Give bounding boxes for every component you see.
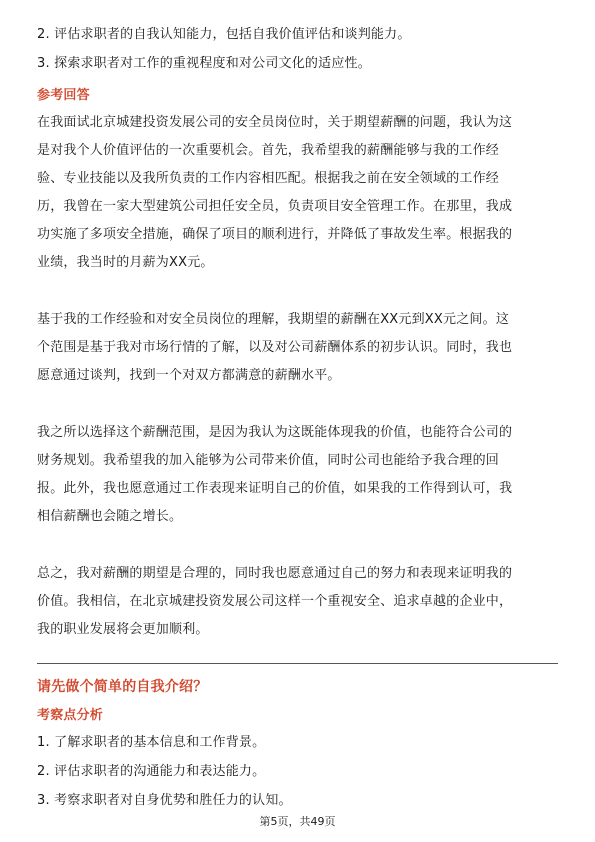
answer-paragraph-line: 报。此外，我也愿意通过工作表现来证明自己的价值，如果我的工作得到认可，我 bbox=[37, 481, 513, 496]
analysis-list-item: 3. 考察求职者对自身优势和胜任力的认知。 bbox=[37, 793, 292, 808]
analysis-heading: 考察点分析 bbox=[37, 708, 104, 723]
analysis-list-item: 3. 探索求职者对工作的重视程度和对公司文化的适应性。 bbox=[37, 56, 371, 71]
answer-paragraph-line: 验、专业技能以及我所负责的工作内容相匹配。根据我之前在安全领域的工作经 bbox=[37, 171, 500, 186]
answer-paragraph-line: 是对我个人价值评估的一次重要机会。首先，我希望我的薪酬能够与我的工作经 bbox=[37, 143, 500, 158]
answer-paragraph-line: 功实施了多项安全措施，确保了项目的顺利进行，并降低了事故发生率。根据我的 bbox=[37, 227, 513, 242]
section-divider bbox=[37, 663, 558, 664]
answer-paragraph-line: 在我面试北京城建投资发展公司的安全员岗位时，关于期望薪酬的问题，我认为这 bbox=[37, 115, 513, 130]
answer-heading: 参考回答 bbox=[37, 88, 90, 103]
answer-paragraph-line: 总之，我对薪酬的期望是合理的，同时我也愿意通过自己的努力和表现来证明我的 bbox=[37, 566, 513, 581]
answer-paragraph-line: 相信薪酬也会随之增长。 bbox=[37, 509, 183, 524]
answer-paragraph-line: 历，我曾在一家大型建筑公司担任安全员，负责项目安全管理工作。在那里，我成 bbox=[37, 199, 513, 214]
answer-paragraph-line: 个范围是基于我对市场行情的了解，以及对公司薪酬体系的初步认识。同时，我也 bbox=[37, 340, 513, 355]
document-page bbox=[37, 0, 558, 842]
question-title: 请先做个简单的自我介绍？ bbox=[37, 679, 208, 695]
answer-paragraph-line: 基于我的工作经验和对安全员岗位的理解，我期望的薪酬在XX元到XX元之间。这 bbox=[37, 312, 510, 327]
analysis-list-item: 2. 评估求职者的沟通能力和表达能力。 bbox=[37, 764, 266, 779]
answer-paragraph-line: 价值。我相信，在北京城建投资发展公司这样一个重视安全、追求卓越的企业中， bbox=[37, 594, 513, 609]
answer-paragraph-line: 业绩，我当时的月薪为XX元。 bbox=[37, 255, 214, 270]
page-number: 第5页，共49页 bbox=[259, 815, 336, 828]
analysis-list-item: 1. 了解求职者的基本信息和工作背景。 bbox=[37, 735, 266, 750]
answer-paragraph-line: 我之所以选择这个薪酬范围，是因为我认为这既能体现我的价值，也能符合公司的 bbox=[37, 425, 513, 440]
answer-paragraph-line: 我的职业发展将会更加顺利。 bbox=[37, 622, 209, 637]
analysis-list-item: 2. 评估求职者的自我认知能力，包括自我价值评估和谈判能力。 bbox=[37, 27, 411, 42]
answer-paragraph-line: 财务规划。我希望我的加入能够为公司带来价值，同时公司也能给予我合理的回 bbox=[37, 453, 500, 468]
answer-paragraph-line: 愿意通过谈判，找到一个对双方都满意的薪酬水平。 bbox=[37, 368, 341, 383]
